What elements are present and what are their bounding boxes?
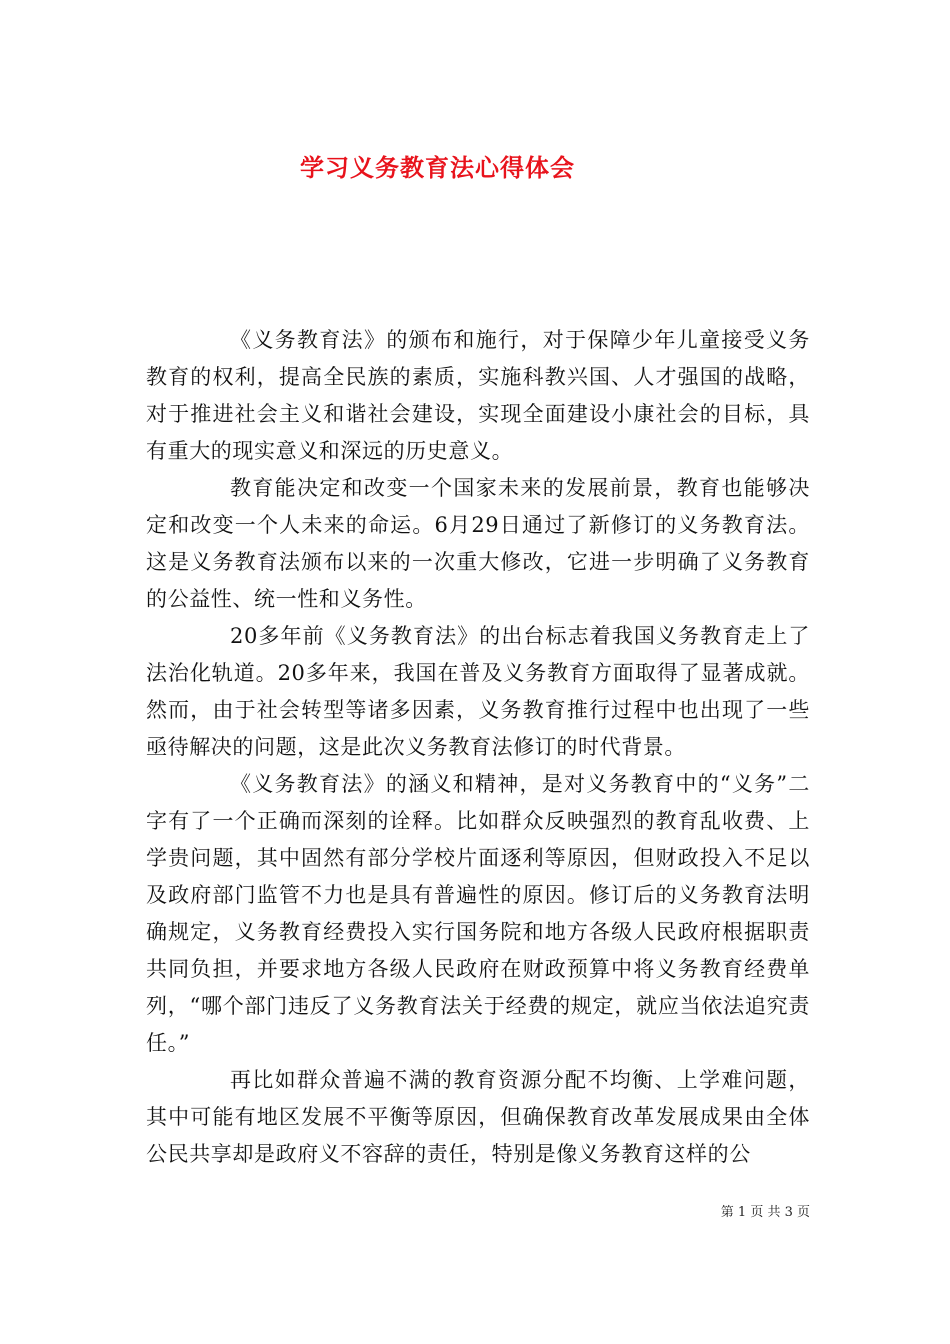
paragraph-5: 再比如群众普遍不满的教育资源分配不均衡、上学难问题，其中可能有地区发展不平衡等原因，但确保教育改革发展成果由全体公民共享却是政府义不容辞的责任，特别是像义务教育这样的公	[146, 1068, 810, 1166]
document-title: 学习义务教育法心得体会	[300, 153, 575, 183]
paragraph-3: 20多年前《义务教育法》的出台标志着我国义务教育走上了法治化轨道。20多年来，我国在普及义务教育方面取得了显著成就。然而，由于社会转型等诸多因素，义务教育推行过程中也出现了一些亟待解决的问题，这是此次义务教育法修订的时代背景。	[146, 624, 810, 759]
paragraph-1: 《义务教育法》的颁布和施行，对于保障少年儿童接受义务教育的权利，提高全民族的素质，实施科教兴国、人才强国的战略，对于推进社会主义和谐社会建设，实现全面建设小康社会的目标，具有重大的现实意义和深远的历史意义。	[146, 328, 810, 463]
paragraph-2: 教育能决定和改变一个国家未来的发展前景，教育也能够决定和改变一个人未来的命运。6月29日通过了新修订的义务教育法。这是义务教育法颁布以来的一次重大修改，它进一步明确了义务教育的公益性、统一性和义务性。	[146, 476, 810, 611]
page-number-footer: 第 1 页 共 3 页	[720, 1205, 810, 1220]
document-body	[146, 322, 810, 1173]
paragraph-4: 《义务教育法》的涵义和精神，是对义务教育中的“义务”二字有了一个正确而深刻的诠释。比如群众反映强烈的教育乱收费、上学贵问题，其中固然有部分学校片面逐利等原因，但财政投入不足以及政府部门监管不力也是具有普遍性的原因。修订后的义务教育法明确规定，义务教育经费投入实行国务院和地方各级人民政府根据职责共同负担，并要求地方各级人民政府在财政预算中将义务教育经费单列，“哪个部门违反了义务教育法关于经费的规定，就应当依法追究责任。”	[146, 772, 810, 1055]
